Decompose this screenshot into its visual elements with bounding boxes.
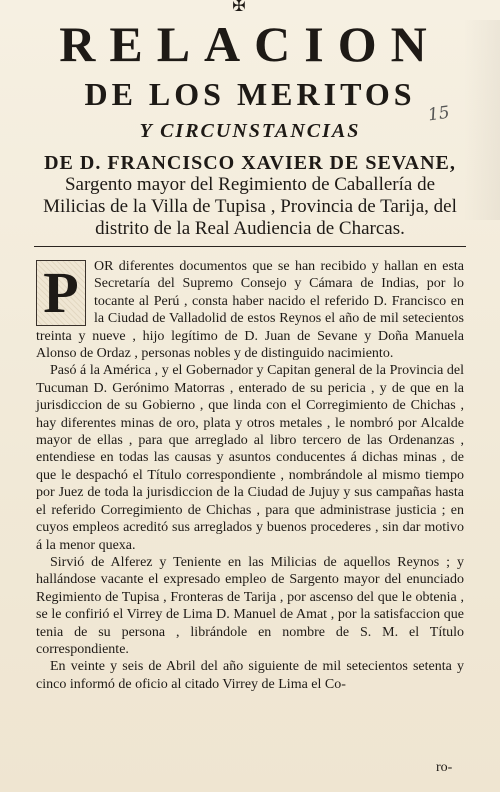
document-body (36, 258, 464, 693)
catchword: ro- (436, 760, 453, 775)
subject-description: Sargento mayor del Regimiento de Caballería de Milicias de la Villa de Tupisa , Provincia de Tarija, del distrito de la Real Audiencia de Charcas. (43, 174, 457, 239)
paragraph-3: Sirvió de Alferez y Teniente en las Milicias de aquellos Reynos ; y hallándose vacante el expresado empleo de Sargento mayor del enunciado Regimiento de Tupisa , Fronteras de Tarija , por ascenso del que le obtenia , se le confirió el Virrey de Lima D. Manuel de Amat , por la satisfaccion que tenia de su persona , librándole en nombre de S. M. el Título correspondiente. (36, 554, 464, 657)
document-subtitle-italic: Y CIRCUNSTANCIAS (139, 120, 361, 142)
cross-ornament-icon: ✠ (232, 0, 246, 15)
paragraph-1 (36, 258, 464, 362)
document-subtitle: DE LOS MERITOS (84, 76, 416, 112)
paragraph-4: En veinte y seis de Abril del año siguiente de mil setecientos setenta y cinco informó de oficio al citado Virrey de Lima el Co- (36, 659, 464, 692)
paragraph-text: OR diferentes documentos que se han recibido y hallan en esta Secretaría del Supremo Consejo y Cámara de Indias, por lo tocante al Perú , consta haber nacido el referido D. Francisco en la Ciudad de Valladolid de estos Reynos el año de mil setecientos treinta y nueve , hijo legítimo de D. Juan de Sevane y Doña Manuela Alonso de Ordaz , personas nobles y de distinguido nacimiento. (36, 259, 464, 362)
handwritten-folio-number: 15 (426, 102, 451, 126)
subject-block (32, 152, 468, 240)
paragraph-2: Pasó á la América , y el Gobernador y Capitan general de la Provincia del Tucuman D. Gerónimo Matorras , enterado de su pericia , y de que en la jurisdiccion de su Gobierno , que linda con el Corregimiento de Chichas , hay diferentes minas de oro, plata y otros metales , le nombró por Alcalde mayor de ellas , para que arreglado al libro tercero de las Ordenanzas , entendiese en todas las causas y asuntos conducentes á dichas minas , de que le despachó el Título correspondiente , nombrándole al mismo tiempo por Juez de toda la jurisdiccion de la Ciudad de Jujuy y sus campañas hasta el referido Corregimiento de Chichas , para que administrase justicia ; en cuyos empleos acreditó sus arreglados y buenos procederes , sin dar motivo á la menor quexa. (36, 363, 464, 553)
drop-cap: P (36, 260, 86, 326)
subject-name: DE D. FRANCISCO XAVIER DE SEVANE, (44, 152, 456, 174)
document-title: RELACION (59, 16, 441, 72)
divider (34, 246, 466, 247)
